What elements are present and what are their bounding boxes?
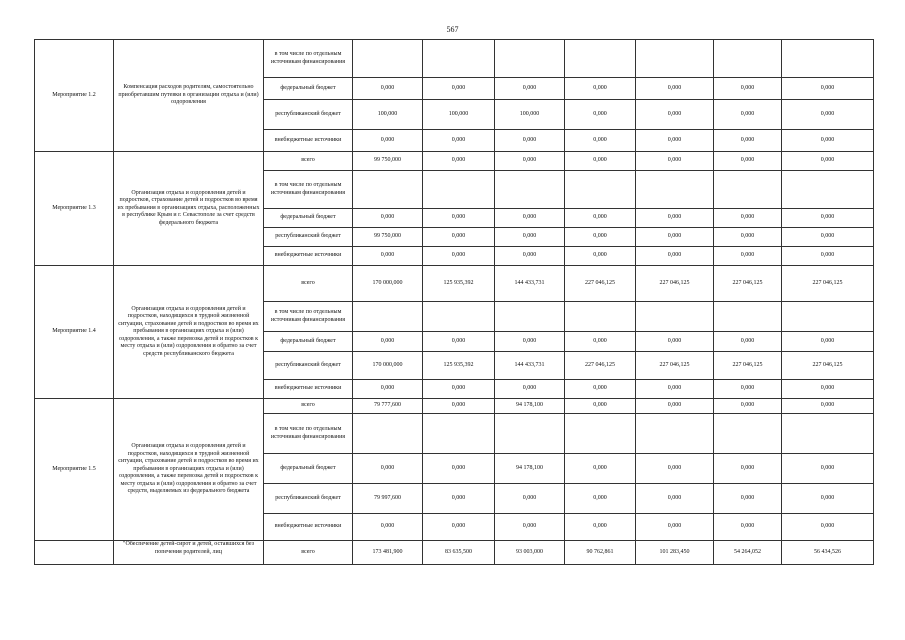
amount-cell: 0,000 xyxy=(636,332,714,352)
amount-cell: 0,000 xyxy=(565,380,636,399)
amount-cell: 0,000 xyxy=(353,130,423,152)
amount-cell: 0,000 xyxy=(782,152,874,171)
measure-description: Организация отдыха и оздоровления детей и подростков, находящихся в трудной жизненной ситуации, страхование детей и подростков во время их пребывания в организациях отдыха и (или) оздоровления, а также перевозка детей и подростков к месту отдыха и (или) оздоровления и обратно за счет средств, выделяемых из федерального бюджета xyxy=(114,399,264,541)
amount-cell: 0,000 xyxy=(714,130,782,152)
amount-cell: 227 046,125 xyxy=(565,266,636,302)
amount-cell: 0,000 xyxy=(565,130,636,152)
amount-cell: 0,000 xyxy=(565,399,636,414)
amount-cell: 0,000 xyxy=(565,514,636,541)
amount-cell xyxy=(714,302,782,332)
amount-cell: 0,000 xyxy=(423,247,495,266)
measure-label: Мероприятие 1.2 xyxy=(35,40,114,152)
amount-cell xyxy=(423,40,495,78)
amount-cell xyxy=(782,171,874,209)
amount-cell: 227 046,125 xyxy=(636,266,714,302)
budget-table xyxy=(34,39,874,565)
amount-cell: 0,000 xyxy=(565,209,636,228)
amount-cell: 0,000 xyxy=(353,247,423,266)
amount-cell: 0,000 xyxy=(423,380,495,399)
funding-source: в том числе по отдельным источникам финансирования xyxy=(264,302,353,332)
amount-cell: 100,000 xyxy=(353,100,423,130)
amount-cell: 0,000 xyxy=(636,152,714,171)
amount-cell: 0,000 xyxy=(714,484,782,514)
amount-cell: 0,000 xyxy=(714,332,782,352)
table-row xyxy=(35,399,874,414)
funding-source: республиканский бюджет xyxy=(264,484,353,514)
amount-cell: 94 178,100 xyxy=(495,454,565,484)
amount-cell: 0,000 xyxy=(782,100,874,130)
amount-cell: 0,000 xyxy=(423,209,495,228)
amount-cell xyxy=(423,171,495,209)
amount-cell: 0,000 xyxy=(423,130,495,152)
amount-cell: 125 935,392 xyxy=(423,352,495,380)
amount-cell: 227 046,125 xyxy=(782,266,874,302)
amount-cell: 0,000 xyxy=(636,100,714,130)
amount-cell: 227 046,125 xyxy=(782,352,874,380)
funding-source: внебюджетные источники xyxy=(264,380,353,399)
amount-cell: 0,000 xyxy=(495,484,565,514)
funding-source: всего xyxy=(264,152,353,171)
amount-cell: 0,000 xyxy=(423,454,495,484)
amount-cell: 0,000 xyxy=(423,484,495,514)
page-number: 567 xyxy=(446,25,459,34)
amount-cell: 0,000 xyxy=(782,247,874,266)
amount-cell: 0,000 xyxy=(782,78,874,100)
amount-cell: 227 046,125 xyxy=(714,266,782,302)
amount-cell: 0,000 xyxy=(353,332,423,352)
table-row xyxy=(35,541,874,565)
amount-cell: 0,000 xyxy=(714,247,782,266)
amount-cell: 0,000 xyxy=(636,399,714,414)
amount-cell xyxy=(423,302,495,332)
amount-cell: 0,000 xyxy=(782,399,874,414)
funding-source: республиканский бюджет xyxy=(264,228,353,247)
measure-description: "Обеспечение детей-сирот и детей, оставшихся без попечения родителей, лиц xyxy=(114,541,264,565)
amount-cell: 0,000 xyxy=(714,399,782,414)
amount-cell: 0,000 xyxy=(636,514,714,541)
funding-source: республиканский бюджет xyxy=(264,100,353,130)
funding-source: внебюджетные источники xyxy=(264,514,353,541)
funding-source: федеральный бюджет xyxy=(264,78,353,100)
amount-cell: 99 750,000 xyxy=(353,228,423,247)
amount-cell: 100,000 xyxy=(495,100,565,130)
amount-cell: 0,000 xyxy=(423,152,495,171)
amount-cell: 0,000 xyxy=(495,380,565,399)
amount-cell xyxy=(565,40,636,78)
amount-cell: 227 046,125 xyxy=(714,352,782,380)
funding-source: федеральный бюджет xyxy=(264,332,353,352)
amount-cell: 0,000 xyxy=(495,247,565,266)
table-row xyxy=(35,40,874,78)
amount-cell xyxy=(565,171,636,209)
amount-cell: 0,000 xyxy=(565,454,636,484)
amount-cell: 0,000 xyxy=(714,78,782,100)
funding-source: внебюджетные источники xyxy=(264,247,353,266)
amount-cell: 0,000 xyxy=(353,454,423,484)
amount-cell: 93 003,000 xyxy=(495,541,565,565)
amount-cell: 170 000,000 xyxy=(353,266,423,302)
funding-source: федеральный бюджет xyxy=(264,209,353,228)
funding-source: всего xyxy=(264,399,353,414)
amount-cell xyxy=(714,171,782,209)
amount-cell xyxy=(495,171,565,209)
measure-label: Мероприятие 1.5 xyxy=(35,399,114,541)
amount-cell: 0,000 xyxy=(714,152,782,171)
amount-cell: 100,000 xyxy=(423,100,495,130)
amount-cell: 79 997,600 xyxy=(353,484,423,514)
amount-cell: 0,000 xyxy=(714,454,782,484)
amount-cell: 0,000 xyxy=(782,332,874,352)
amount-cell xyxy=(714,414,782,454)
amount-cell: 0,000 xyxy=(495,209,565,228)
funding-source: всего xyxy=(264,541,353,565)
amount-cell: 0,000 xyxy=(636,78,714,100)
amount-cell: 0,000 xyxy=(565,484,636,514)
amount-cell: 0,000 xyxy=(714,228,782,247)
amount-cell: 0,000 xyxy=(782,380,874,399)
amount-cell: 0,000 xyxy=(495,332,565,352)
amount-cell: 0,000 xyxy=(495,130,565,152)
measure-label: Мероприятие 1.3 xyxy=(35,152,114,266)
amount-cell xyxy=(565,302,636,332)
amount-cell xyxy=(495,40,565,78)
amount-cell xyxy=(782,40,874,78)
amount-cell: 0,000 xyxy=(423,399,495,414)
amount-cell: 0,000 xyxy=(636,454,714,484)
amount-cell: 0,000 xyxy=(714,100,782,130)
amount-cell: 0,000 xyxy=(423,78,495,100)
amount-cell: 0,000 xyxy=(714,209,782,228)
amount-cell: 0,000 xyxy=(565,247,636,266)
amount-cell xyxy=(714,40,782,78)
amount-cell: 173 481,900 xyxy=(353,541,423,565)
amount-cell: 144 433,731 xyxy=(495,266,565,302)
amount-cell xyxy=(353,302,423,332)
amount-cell: 0,000 xyxy=(353,78,423,100)
amount-cell: 0,000 xyxy=(565,152,636,171)
amount-cell: 0,000 xyxy=(565,332,636,352)
measure-description: Организация отдыха и оздоровления детей и подростков, страхование детей и подростков во время их пребывания в организациях отдыха, расположенных в республике Крым и г. Севастополе за счет средств федерального бюджета xyxy=(114,152,264,266)
amount-cell: 0,000 xyxy=(782,454,874,484)
amount-cell: 101 283,450 xyxy=(636,541,714,565)
amount-cell xyxy=(353,414,423,454)
amount-cell: 0,000 xyxy=(782,130,874,152)
amount-cell: 0,000 xyxy=(782,209,874,228)
measure-description: Организация отдыха и оздоровления детей и подростков, находящихся в трудной жизненной ситуации, страхование детей и подростков во время их пребывания в организациях отдыха и (или) оздоровления, а также перевозка детей и подростков к месту отдыха и (или) оздоровления и обратно за счет средств республиканского бюджета xyxy=(114,266,264,399)
amount-cell: 0,000 xyxy=(636,484,714,514)
amount-cell xyxy=(353,171,423,209)
amount-cell xyxy=(782,302,874,332)
amount-cell xyxy=(782,414,874,454)
amount-cell: 0,000 xyxy=(636,209,714,228)
funding-source: внебюджетные источники xyxy=(264,130,353,152)
table-row xyxy=(35,152,874,171)
amount-cell: 0,000 xyxy=(782,514,874,541)
measure-label: Мероприятие 1.4 xyxy=(35,266,114,399)
amount-cell xyxy=(636,171,714,209)
amount-cell xyxy=(495,302,565,332)
funding-source: всего xyxy=(264,266,353,302)
amount-cell xyxy=(565,414,636,454)
amount-cell xyxy=(636,414,714,454)
amount-cell: 0,000 xyxy=(565,228,636,247)
amount-cell: 94 178,100 xyxy=(495,399,565,414)
amount-cell: 170 000,000 xyxy=(353,352,423,380)
table-row xyxy=(35,266,874,302)
amount-cell xyxy=(636,40,714,78)
amount-cell: 0,000 xyxy=(495,152,565,171)
amount-cell: 144 433,731 xyxy=(495,352,565,380)
amount-cell: 90 762,861 xyxy=(565,541,636,565)
amount-cell: 0,000 xyxy=(423,514,495,541)
amount-cell: 56 434,526 xyxy=(782,541,874,565)
amount-cell: 0,000 xyxy=(495,514,565,541)
amount-cell xyxy=(423,414,495,454)
amount-cell: 227 046,125 xyxy=(565,352,636,380)
amount-cell: 83 635,500 xyxy=(423,541,495,565)
amount-cell: 0,000 xyxy=(636,247,714,266)
amount-cell: 0,000 xyxy=(353,380,423,399)
amount-cell: 0,000 xyxy=(714,514,782,541)
measure-description: Компенсация расходов родителям, самостоятельно приобретавшим путевки в организации отдыха и (или) оздоровления xyxy=(114,40,264,152)
amount-cell: 0,000 xyxy=(636,228,714,247)
amount-cell: 0,000 xyxy=(495,78,565,100)
funding-source: федеральный бюджет xyxy=(264,454,353,484)
amount-cell: 0,000 xyxy=(636,380,714,399)
amount-cell: 0,000 xyxy=(565,100,636,130)
amount-cell: 0,000 xyxy=(353,514,423,541)
amount-cell xyxy=(636,302,714,332)
amount-cell: 0,000 xyxy=(495,228,565,247)
amount-cell: 227 046,125 xyxy=(636,352,714,380)
amount-cell: 99 750,000 xyxy=(353,152,423,171)
funding-source: в том числе по отдельным источникам финансирования xyxy=(264,414,353,454)
amount-cell: 0,000 xyxy=(565,78,636,100)
amount-cell xyxy=(353,40,423,78)
amount-cell: 0,000 xyxy=(636,130,714,152)
amount-cell: 0,000 xyxy=(423,332,495,352)
funding-source: республиканский бюджет xyxy=(264,352,353,380)
amount-cell xyxy=(495,414,565,454)
amount-cell: 79 777,600 xyxy=(353,399,423,414)
funding-source: в том числе по отдельным источникам финансирования xyxy=(264,40,353,78)
funding-source: в том числе по отдельным источникам финансирования xyxy=(264,171,353,209)
amount-cell: 0,000 xyxy=(353,209,423,228)
amount-cell: 0,000 xyxy=(782,484,874,514)
amount-cell: 54 264,052 xyxy=(714,541,782,565)
amount-cell: 0,000 xyxy=(714,380,782,399)
measure-label xyxy=(35,541,114,565)
amount-cell: 0,000 xyxy=(423,228,495,247)
amount-cell: 0,000 xyxy=(782,228,874,247)
amount-cell: 125 935,392 xyxy=(423,266,495,302)
